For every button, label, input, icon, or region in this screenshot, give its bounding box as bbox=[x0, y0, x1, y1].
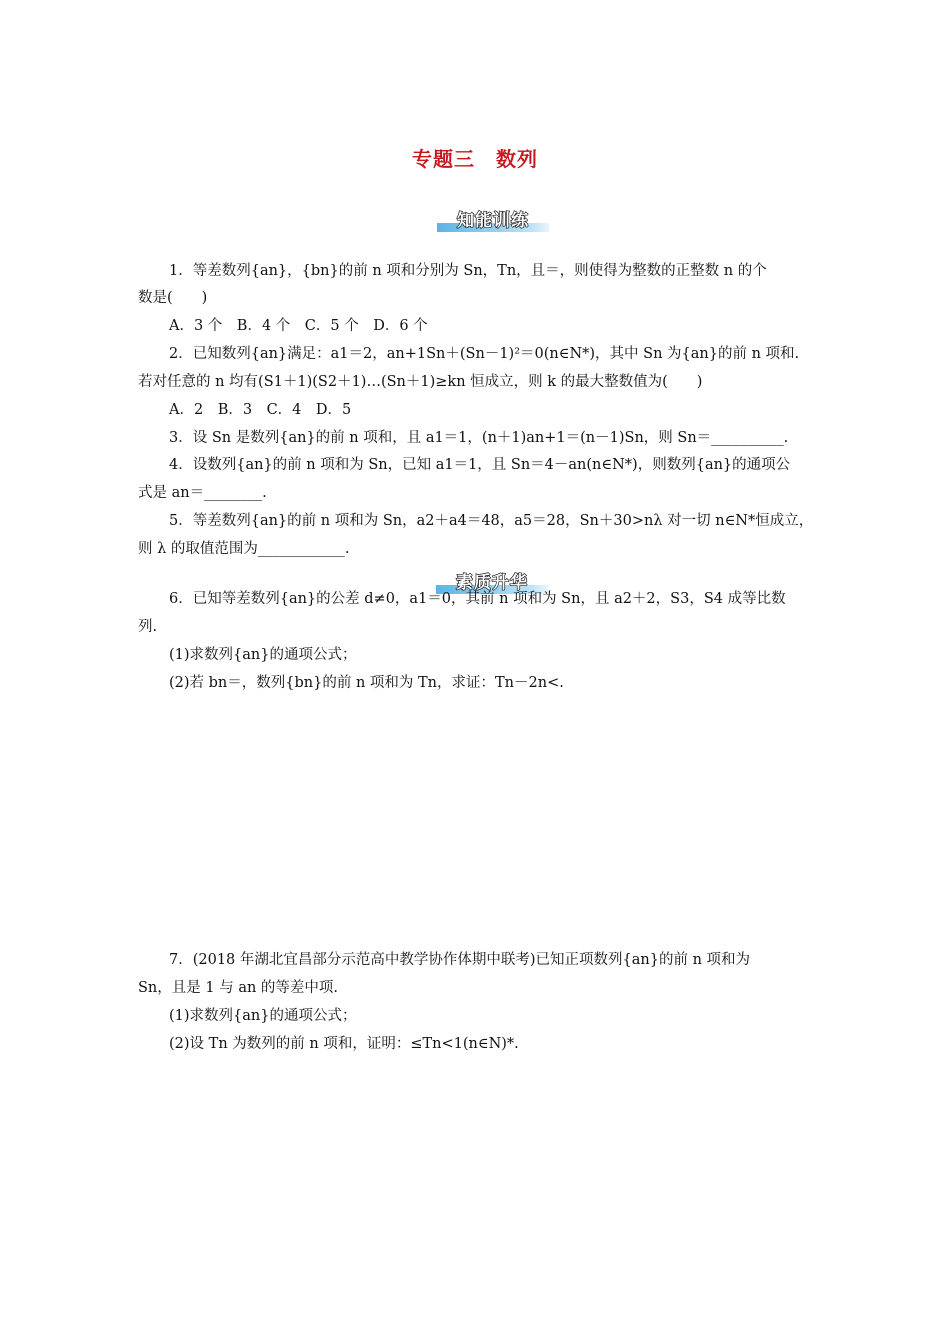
question-2-line-1: 2．已知数列{an}满足：a1＝2，an+1Sn＋(Sn－1)²＝0(n∈N*)，其中 Sn 为{an}的前 n 项和. bbox=[169, 346, 800, 362]
question-7-part-2: (2)设 Tn 为数列的前 n 项和，证明：≤Tn<1(n∈N)*. bbox=[169, 1036, 519, 1052]
question-3: 3．设 Sn 是数列{an}的前 n 项和，且 a1＝1，(n＋1)an+1＝(n－1)Sn，则 Sn＝__________. bbox=[169, 430, 789, 446]
question-2-line-2: 若对任意的 n 均有(S1＋1)(S2＋1)…(Sn＋1)≥kn 恒成立，则 k 的最大整数值为( ) bbox=[138, 374, 703, 390]
question-6-part-1: (1)求数列{an}的通项公式； bbox=[169, 647, 357, 663]
question-5-line-1: 5．等差数列{an}的前 n 项和为 Sn，a2＋a4＝48，a5＝28，Sn＋30>nλ 对一切 n∈N*恒成立， bbox=[169, 513, 814, 529]
section-title: 知能训练 bbox=[457, 211, 529, 231]
question-6-line-1: 6．已知等差数列{an}的公差 d≠0，a1＝0，其前 n 项和为 Sn，且 a2＋2，S3，S4 成等比数 bbox=[169, 591, 786, 607]
question-7-line-1: 7．(2018 年湖北宜昌部分示范高中教学协作体期中联考)已知正项数列{an}的前 n 项和为 bbox=[169, 952, 751, 968]
question-7-part-1: (1)求数列{an}的通项公式； bbox=[169, 1008, 357, 1024]
section-title: 素质升华 bbox=[456, 573, 528, 593]
question-5-line-2: 则 λ 的取值范围为____________. bbox=[138, 541, 350, 557]
section-banner-knowledge bbox=[437, 206, 549, 232]
question-1-line-1: 1．等差数列{an}，{bn}的前 n 项和分别为 Sn，Tn，且＝，则使得为整数的正整数 n 的个 bbox=[169, 263, 767, 279]
question-1-line-2: 数是( ) bbox=[138, 290, 208, 306]
question-6-part-2: (2)若 bn＝，数列{bn}的前 n 项和为 Tn，求证：Tn－2n<. bbox=[169, 675, 564, 691]
question-7-line-2: Sn，且是 1 与 an 的等差中项. bbox=[138, 980, 339, 996]
question-4-line-1: 4．设数列{an}的前 n 项和为 Sn，已知 a1＝1，且 Sn＝4－an(n∈N*)，则数列{an}的通项公 bbox=[169, 457, 791, 473]
question-4-line-2: 式是 an＝________. bbox=[138, 485, 267, 501]
question-1-options: A．3 个 B．4 个 C．5 个 D．6 个 bbox=[169, 318, 428, 334]
question-2-options: A．2 B．3 C．4 D．5 bbox=[169, 402, 352, 418]
question-6-line-2: 列. bbox=[138, 619, 158, 635]
page-title: 专题三 数列 bbox=[412, 147, 538, 171]
